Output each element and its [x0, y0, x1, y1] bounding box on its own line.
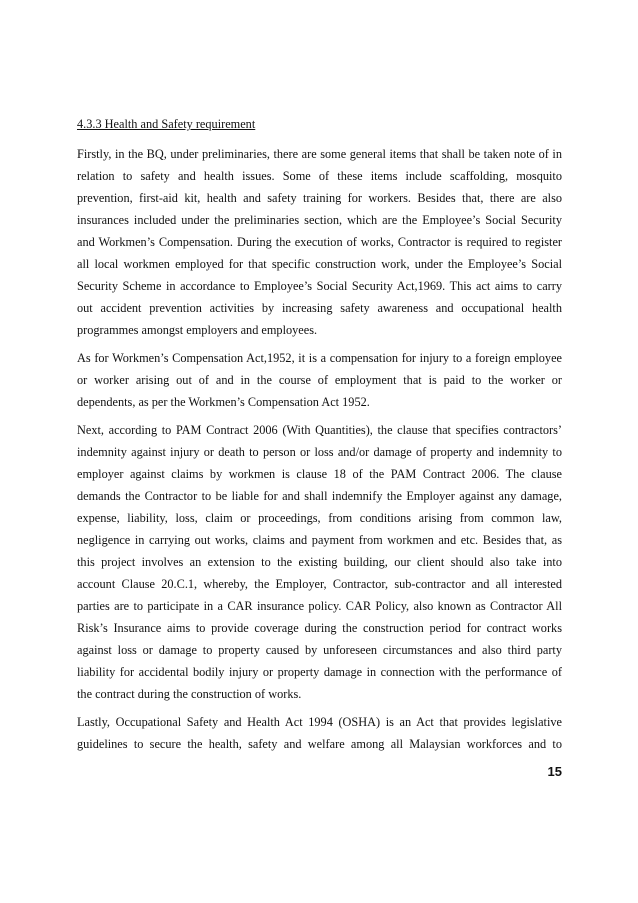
paragraph-line: programmes amongst employers and employees. [77, 323, 318, 337]
paragraph-list [77, 143, 562, 755]
paragraph-line: account Clause 20.C.1, whereby, the Employer, Contractor, sub-contractor and all interested [77, 577, 562, 591]
paragraph-line: insurances included under the preliminaries section, which are the Employee’s Social Security [77, 213, 562, 227]
body-paragraph [77, 419, 562, 705]
paragraph-line: against loss or damage to property caused by unforeseen circumstances and also third party [77, 643, 562, 657]
paragraph-line: all local workmen employed for that specific construction work, under the Employee’s Social [77, 257, 562, 271]
paragraph-line: prevention, first-aid kit, health and safety training for workers. Besides that, there are also [77, 191, 562, 205]
body-paragraph [77, 143, 562, 341]
paragraph-line: liability for accidental bodily injury or property damage in connection with the performance of [77, 665, 562, 679]
paragraph-line: Next, according to PAM Contract 2006 (With Quantities), the clause that specifies contractors’ [77, 423, 562, 437]
paragraph-line: Firstly, in the BQ, under preliminaries, there are some general items that shall be taken note of in [77, 147, 562, 161]
paragraph-line: out accident prevention activities by increasing safety awareness and occupational health [77, 301, 562, 315]
paragraph-line: Security Scheme in accordance to Employee’s Social Security Act,1969. This act aims to carry [77, 279, 562, 293]
paragraph-line: indemnity against injury or death to person or loss and/or damage of property and indemnity to [77, 445, 562, 459]
paragraph-line: or worker arising out of and in the course of employment that is paid to the worker or [77, 373, 562, 387]
paragraph-line: demands the Contractor to be liable for and shall indemnify the Employer against any damage, [77, 489, 562, 503]
paragraph-line: this project involves an extension to the existing building, our client should also take into [77, 555, 562, 569]
paragraph-line: employer against claims by workmen is clause 18 of the PAM Contract 2006. The clause [77, 467, 562, 481]
paragraph-line: negligence in carrying out works, claims and payment from workmen and etc. Besides that, as [77, 533, 562, 547]
paragraph-line: Lastly, Occupational Safety and Health Act 1994 (OSHA) is an Act that provides legislative [77, 715, 562, 729]
paragraph-line: expense, liability, loss, claim or proceedings, from conditions arising from common law, [77, 511, 562, 525]
paragraph-line: Risk’s Insurance aims to provide coverage during the construction period for contract works [77, 621, 562, 635]
paragraph-line: guidelines to secure the health, safety and welfare among all Malaysian workforces and to [77, 737, 562, 751]
paragraph-line: dependents, as per the Workmen’s Compensation Act 1952. [77, 395, 370, 409]
body-paragraph [77, 711, 562, 755]
body-paragraph [77, 347, 562, 413]
paragraph-line: As for Workmen’s Compensation Act,1952, it is a compensation for injury to a foreign employee [77, 351, 562, 365]
paragraph-line: and Workmen’s Compensation. During the execution of works, Contractor is required to register [77, 235, 562, 249]
document-body [77, 116, 562, 761]
paragraph-line: relation to safety and health issues. Some of these items include scaffolding, mosquito [77, 169, 562, 183]
page-number: 15 [547, 764, 562, 779]
paragraph-line: the contract during the construction of works. [77, 687, 302, 701]
paragraph-line: parties are to participate in a CAR insurance policy. CAR Policy, also known as Contractor All [77, 599, 562, 613]
section-heading: 4.3.3 Health and Safety requirement [77, 117, 256, 131]
